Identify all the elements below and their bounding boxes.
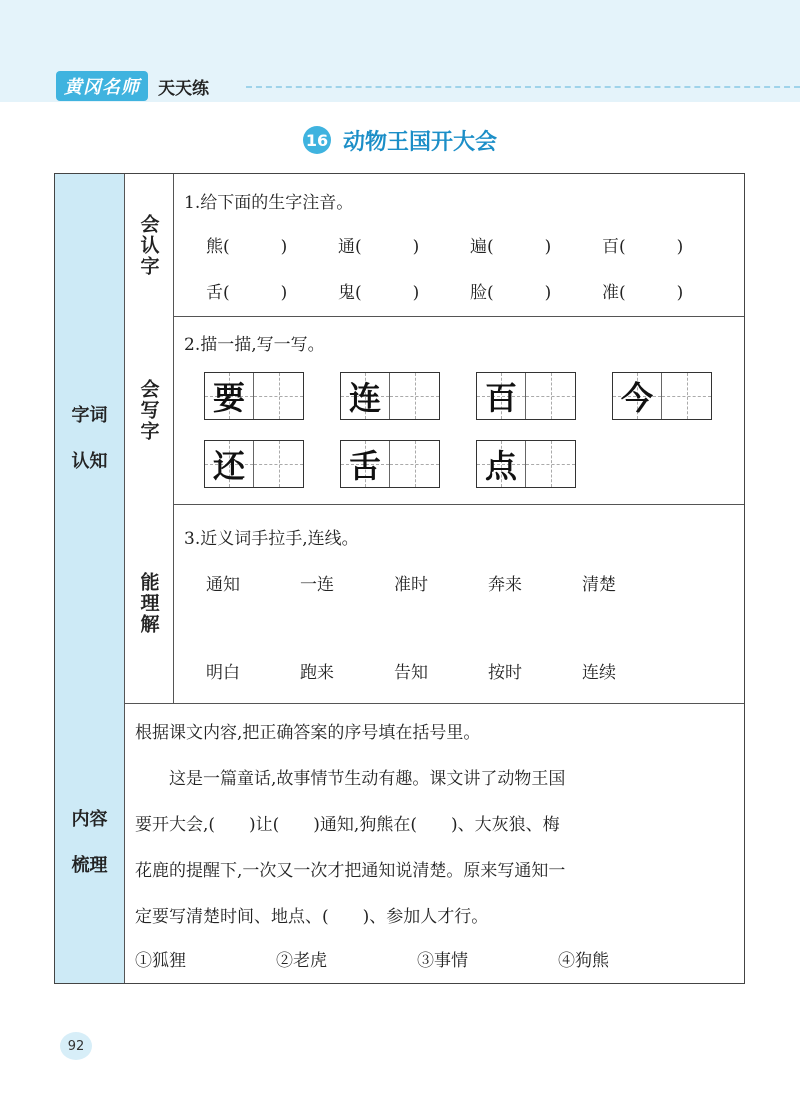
pinyin-blank[interactable]: 熊( )	[206, 237, 288, 257]
synonym-row-top	[206, 570, 676, 595]
model-char: 今	[621, 379, 654, 417]
synonym-word[interactable]: 告知	[394, 663, 428, 683]
pinyin-exercise	[174, 174, 744, 316]
pinyin-blank[interactable]: 舌( )	[206, 283, 288, 303]
synonym-word[interactable]: 明白	[206, 663, 240, 683]
writing-grid-row	[204, 440, 612, 488]
writing-grid[interactable]	[340, 372, 440, 420]
pinyin-blank[interactable]: 百( )	[602, 237, 684, 257]
brand-subtitle: 天天练	[158, 78, 209, 99]
writing-grid[interactable]	[612, 372, 712, 420]
category-line: 字词	[71, 404, 108, 426]
synonym-word[interactable]: 按时	[488, 663, 522, 683]
synonym-word[interactable]: 一连	[300, 575, 334, 595]
writing-grid[interactable]	[204, 440, 304, 488]
model-char: 点	[485, 447, 518, 485]
category-content-review	[55, 703, 125, 983]
header-divider	[246, 86, 800, 88]
synonym-word[interactable]: 奔来	[488, 575, 522, 595]
synonym-word[interactable]: 通知	[206, 575, 240, 595]
pinyin-blank[interactable]: 准( )	[602, 283, 684, 303]
question-1: 1.给下面的生字注音。	[184, 193, 354, 213]
synonym-word[interactable]: 跑来	[300, 663, 334, 683]
model-char: 百	[485, 379, 518, 417]
synonym-exercise	[174, 504, 744, 703]
option[interactable]: ④狗熊	[558, 951, 609, 971]
category-word-recognition	[55, 174, 125, 703]
label-recognize-chars: 会认字	[125, 174, 174, 316]
model-char: 连	[349, 379, 382, 417]
pinyin-row	[206, 232, 734, 257]
writing-grid[interactable]	[476, 440, 576, 488]
lesson-number: 16	[303, 126, 331, 154]
answer-options	[135, 941, 699, 981]
lesson-heading	[0, 122, 800, 158]
synonym-word[interactable]: 连续	[582, 663, 616, 683]
writing-exercise	[174, 316, 744, 504]
brand-logo: 黄冈名师	[56, 71, 148, 101]
model-char: 舌	[349, 447, 382, 485]
category-line: 认知	[71, 450, 108, 472]
option[interactable]: ②老虎	[276, 951, 327, 971]
paragraph-line: 这是一篇童话,故事情节生动有趣。课文讲了动物王国	[135, 769, 566, 789]
pinyin-blank[interactable]: 通( )	[338, 237, 420, 257]
writing-grid[interactable]	[476, 372, 576, 420]
pinyin-blank[interactable]: 鬼( )	[338, 283, 420, 303]
paragraph-line[interactable]: 定要写清楚时间、地点、( )、参加人才行。	[135, 907, 489, 927]
synonym-word[interactable]: 准时	[394, 575, 428, 595]
category-line: 内容	[71, 809, 108, 830]
synonym-row-bottom	[206, 658, 676, 683]
label-understand: 能理解	[125, 504, 174, 703]
label-write-chars: 会写字	[125, 316, 174, 504]
writing-grid-row	[204, 372, 748, 420]
pinyin-blank[interactable]: 脸( )	[470, 283, 552, 303]
option[interactable]: ③事情	[417, 951, 468, 971]
paragraph-line[interactable]: 要开大会,( )让( )通知,狗熊在( )、大灰狼、梅	[135, 815, 560, 835]
category-line: 梳理	[71, 855, 108, 876]
pinyin-row	[206, 278, 734, 303]
model-char: 还	[213, 447, 246, 485]
paragraph-line: 花鹿的提醒下,一次又一次才把通知说清楚。原来写通知一	[135, 861, 566, 881]
pinyin-blank[interactable]: 遍( )	[470, 237, 552, 257]
question-3: 3.近义词手拉手,连线。	[184, 529, 359, 549]
writing-grid[interactable]	[340, 440, 440, 488]
synonym-word[interactable]: 清楚	[582, 575, 616, 595]
brand	[56, 72, 209, 100]
question-2: 2.描一描,写一写。	[184, 335, 325, 355]
model-char: 要	[213, 379, 246, 417]
page-title: 动物王国开大会	[342, 129, 497, 155]
content-review	[125, 703, 744, 983]
writing-grid[interactable]	[204, 372, 304, 420]
page-number: 92	[60, 1032, 92, 1060]
option[interactable]: ①狐狸	[135, 951, 186, 971]
exercise-table	[54, 173, 745, 984]
instruction: 根据课文内容,把正确答案的序号填在括号里。	[135, 723, 481, 743]
